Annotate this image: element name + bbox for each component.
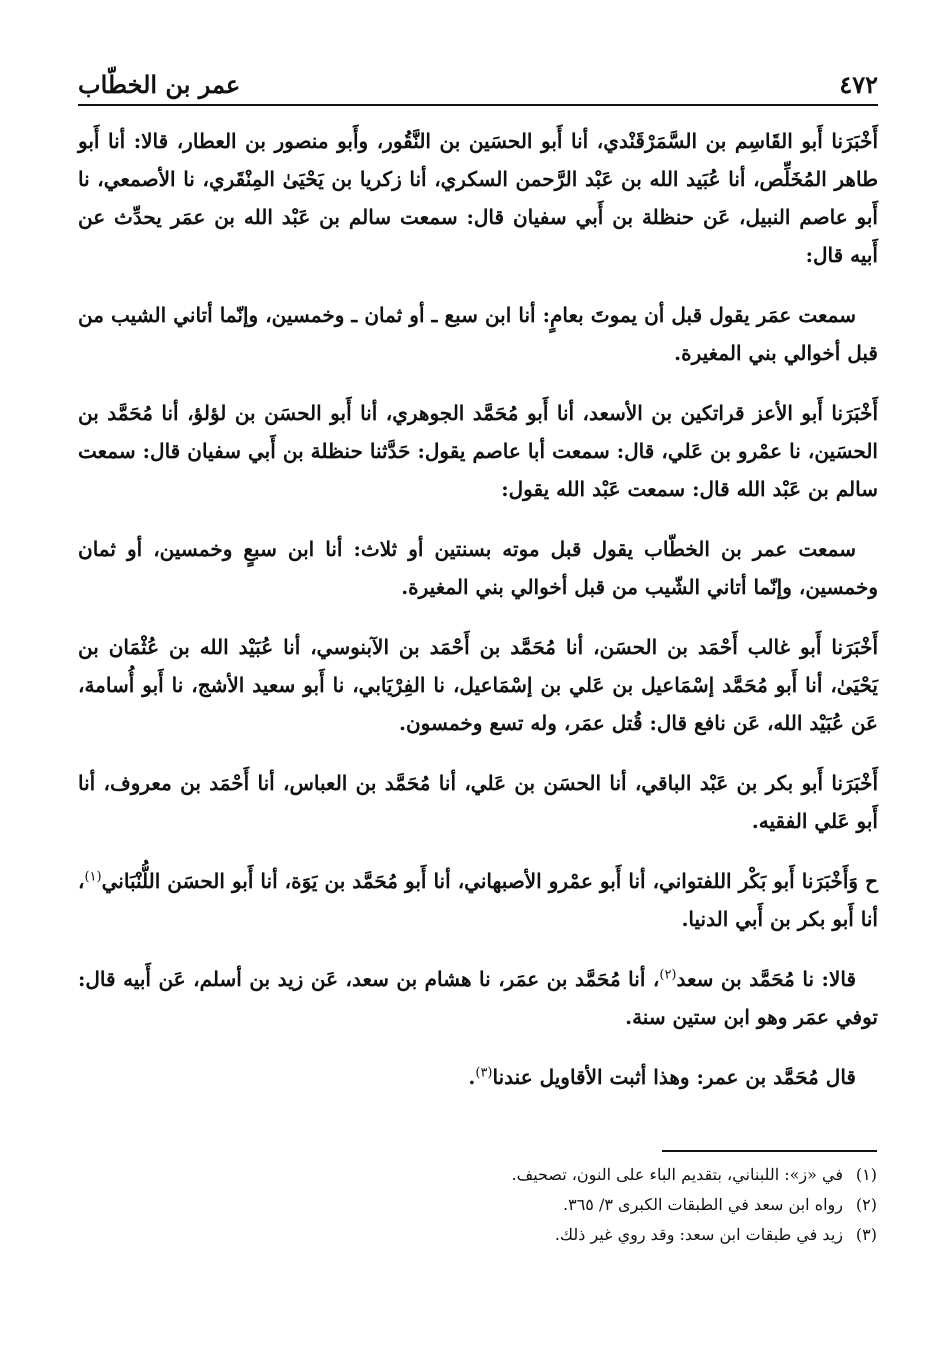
paragraph-5 xyxy=(78,628,878,742)
footnote-rule xyxy=(662,1150,877,1152)
paragraph-text: سمعت عمر بن الخطّاب يقول قبل موته بسنتين أو ثلاث: أنا ابن سبعٍ وخمسين، أو ثمان وخمسين، وإنّما أتاني الشّيب من قبل أخوالي بني المغيرة. xyxy=(78,537,878,599)
paragraph-text-continued: ، أنا أَبو بكر بن أَبي الدنيا. xyxy=(78,869,878,931)
paragraph-text-continued: ، أنا مُحَمَّد بن عمَر، نا هشام بن سعد، عَن زيد بن أسلم، عَن أَبيه قال: توفي عمَر وهو ابن ستين سنة. xyxy=(78,967,878,1029)
paragraph-text: أَبو بكر بن عَبْد الباقي، أنا الحسَن بن عَلي، أنا مُحَمَّد بن العباس، أنا أَحْمَد بن معروف، أنا أَبو عَلي الفقيه. xyxy=(78,771,878,833)
paragraph-text: أَبو القَاسِم بن السَّمَرْقَنْدي، أنا أَبو الحسَين بن النَّقُور، وأَبو منصور بن العطار، قالا: أنا أَبو طاهر المُخَلِّص، أنا عُبَيد الله بن عَبْد الرَّحمن السكري، أنا زكريا بن يَحْيَىٰ المِنْقَري، نا الأصمعي، نا أَبو عاصم النبيل، عَن حنظلة بن أَبي سفيان قال: سمعت سالم بن عَبْد الله بن عمَر يحدِّث عن أَبيه قال: xyxy=(78,129,878,267)
paragraph-text: قال مُحَمَّد بن عمر: وهذا أثبت الأقاويل عندنا xyxy=(492,1065,856,1089)
paragraph-text: أَبو الأعز قراتكين بن الأسعد، أنا أَبو مُحَمَّد الجوهري، أنا أَبو الحسَن بن لؤلؤ، أنا مُحَمَّد بن الحسَين، نا عمْرو بن عَلي، قال: سمعت أبا عاصم يقول: حَدَّثنا حنظلة بن أَبي سفيان قال: سمعت سالم بن عَبْد الله قال: سمعت عَبْد الله يقول: xyxy=(78,401,878,501)
page-header xyxy=(78,70,878,104)
paragraph-3 xyxy=(78,394,878,508)
footnote-number: (٣) xyxy=(855,1225,877,1244)
footnotes xyxy=(277,1160,877,1250)
paragraph-8 xyxy=(78,960,878,1036)
footnote-2 xyxy=(277,1190,877,1220)
footnote-1 xyxy=(277,1160,877,1190)
footnote-reference: (١) xyxy=(84,869,102,885)
header-rule xyxy=(78,104,878,106)
paragraph-keyword: أَخْبَرَنا xyxy=(831,129,878,153)
footnote-3 xyxy=(277,1220,877,1250)
footnote-text: رواه ابن سعد في الطبقات الكبرى ٣/ ٣٦٥. xyxy=(563,1195,843,1214)
paragraph-9 xyxy=(78,1058,878,1096)
paragraph-text: أَبو غالب أَحْمَد بن الحسَن، أنا مُحَمَّد بن أَحْمَد بن الآبنوسي، أنا عُبَيْد الله بن عُثْمَان بن يَحْيَىٰ، أنا أَبو مُحَمَّد إسْمَاعيل بن عَلي بن إسْمَاعيل، نا الفِرْيَابي، نا أَبو سعيد الأشج، نا أَبو أُسامة، عَن عُبَيْد الله، عَن نافع قال: قُتل عمَر، وله تسع وخمسون. xyxy=(78,635,878,735)
footnote-reference: (٣) xyxy=(475,1065,493,1081)
paragraph-keyword: أَخْبَرَنا xyxy=(831,635,878,659)
footnote-number: (١) xyxy=(855,1165,877,1184)
paragraph-1 xyxy=(78,122,878,274)
paragraph-2 xyxy=(78,296,878,372)
paragraph-7 xyxy=(78,862,878,938)
footnote-reference: (٢) xyxy=(659,967,677,983)
paragraph-6 xyxy=(78,764,878,840)
footnote-text: في «ز»: اللبناني، بتقديم الباء على النون، تصحيف. xyxy=(511,1165,843,1184)
running-title: عمر بن الخطّاب xyxy=(78,70,241,99)
paragraph-keyword: أَخْبَرَنا xyxy=(831,771,879,795)
main-text xyxy=(78,122,878,1118)
footnote-text: زيد في طبقات ابن سعد: وقد روي غير ذلك. xyxy=(554,1225,843,1244)
paragraph-keyword: أَخْبَرَنا xyxy=(831,401,878,425)
page-number: ٤٧٢ xyxy=(839,70,878,99)
paragraph-keyword: ح وَأَخْبَرَنا xyxy=(801,869,878,893)
paragraph-text-continued: . xyxy=(468,1065,476,1089)
paragraph-4 xyxy=(78,530,878,606)
paragraph-text: قالا: نا مُحَمَّد بن سعد xyxy=(676,967,856,991)
paragraph-text: سمعت عمَر يقول قبل أن يموتَ بعامٍ: أنا ابن سبع ـ أو ثمان ـ وخمسين، وإنّما أتاني الشيب من قبل أخوالي بني المغيرة. xyxy=(78,303,878,365)
footnote-number: (٢) xyxy=(855,1195,877,1214)
paragraph-text: أَبو بَكْر اللفتواني، أنا أَبو عمْرو الأصبهاني، أنا أَبو مُحَمَّد بن يَوَة، أنا أَبو الحسَن اللُّنْبَاني xyxy=(101,869,802,893)
